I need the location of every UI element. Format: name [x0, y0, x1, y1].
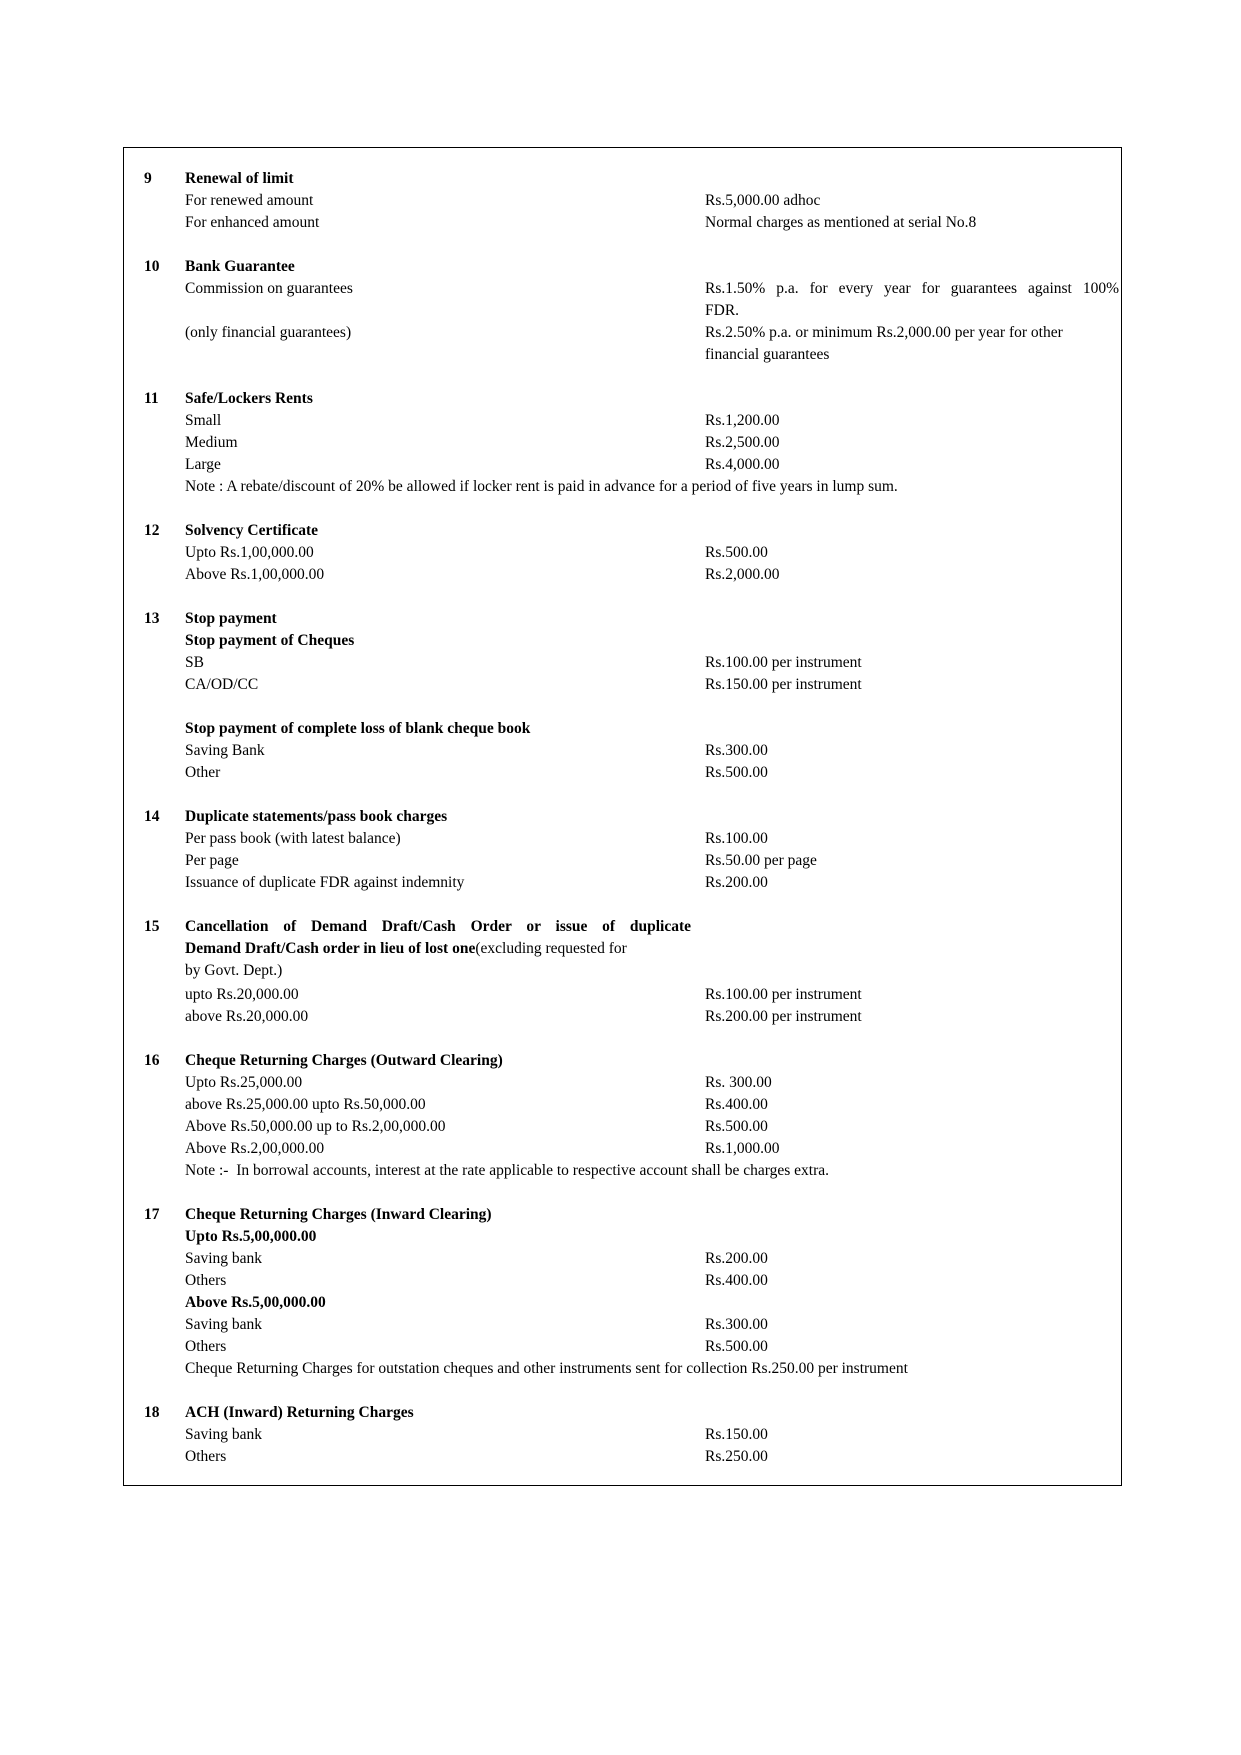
- charge-row: [124, 1006, 1121, 1028]
- charge-value: Rs.500.00: [705, 764, 768, 781]
- section-14-header: [124, 806, 1121, 828]
- subsection-heading: [124, 1226, 1121, 1248]
- charge-value: Rs.500.00: [705, 1338, 768, 1355]
- section-title: Solvency Certificate: [185, 522, 318, 539]
- section-title: Renewal of limit: [185, 170, 294, 187]
- charge-label: Large: [185, 456, 221, 473]
- section-number: 12: [144, 522, 160, 539]
- section-18-header: [124, 1402, 1121, 1424]
- charge-value: Rs.150.00 per instrument: [705, 676, 862, 693]
- section-number: 13: [144, 610, 160, 627]
- section-title: Cheque Returning Charges (Inward Clearing): [185, 1206, 492, 1223]
- charge-value: Rs.500.00: [705, 1118, 768, 1135]
- section-number: 15: [144, 918, 160, 935]
- charge-value: Rs.300.00: [705, 1316, 768, 1333]
- charge-value: Rs.100.00 per instrument: [705, 986, 862, 1003]
- section-number: 18: [144, 1404, 160, 1421]
- charge-value: Rs.200.00 per instrument: [705, 1008, 862, 1025]
- charge-label: Upto Rs.25,000.00: [185, 1074, 303, 1091]
- charge-label: Commission on guarantees: [185, 280, 353, 297]
- charge-label: above Rs.25,000.00 upto Rs.50,000.00: [185, 1096, 426, 1113]
- section-note: [124, 1358, 1121, 1380]
- charge-row: [124, 850, 1121, 872]
- section-title: Duplicate statements/pass book charges: [185, 808, 448, 825]
- section-title: Cheque Returning Charges (Outward Clearing): [185, 1052, 503, 1069]
- charge-row: [124, 1072, 1121, 1094]
- section-title-note: (excluding requested for: [475, 940, 627, 957]
- charge-value: Rs.200.00: [705, 1250, 768, 1267]
- charge-row: [124, 212, 1121, 234]
- charge-row: [124, 762, 1121, 784]
- charge-row: [124, 432, 1121, 454]
- charge-row: [124, 542, 1121, 564]
- charge-row: [124, 278, 1121, 300]
- charge-label: SB: [185, 654, 204, 671]
- charge-row: [124, 652, 1121, 674]
- section-title: ACH (Inward) Returning Charges: [185, 1404, 414, 1421]
- charge-row: [124, 1270, 1121, 1292]
- charge-label: Others: [185, 1448, 227, 1465]
- charge-label: Saving bank: [185, 1316, 263, 1333]
- section-number: 10: [144, 258, 160, 275]
- charge-label: Upto Rs.1,00,000.00: [185, 544, 314, 561]
- charge-row: [124, 1314, 1121, 1336]
- charge-value: Rs.4,000.00: [705, 456, 780, 473]
- section-title: Bank Guarantee: [185, 258, 295, 275]
- section-11-header: [124, 388, 1121, 410]
- charge-label: Saving bank: [185, 1426, 263, 1443]
- charge-row: [124, 984, 1121, 1006]
- section-17-header: [124, 1204, 1121, 1226]
- section-title: Cancellation of Demand Draft/Cash Order or issue of duplicate: [185, 918, 691, 935]
- charge-label: Per page: [185, 852, 239, 869]
- charge-value: Rs.5,000.00 adhoc: [705, 192, 821, 209]
- section-9-header: [124, 168, 1121, 190]
- section-title-note: by Govt. Dept.): [185, 962, 283, 979]
- subsection-heading: [124, 718, 1121, 740]
- note-text: Note : A rebate/discount of 20% be allowed if locker rent is paid in advance for a period of five years in lump sum.: [185, 478, 898, 495]
- charge-value: Rs.2,500.00: [705, 434, 780, 451]
- charge-row: [124, 1424, 1121, 1446]
- charge-value: Rs.150.00: [705, 1426, 768, 1443]
- charge-value-continued: financial guarantees: [705, 346, 830, 363]
- charge-label: Above Rs.2,00,000.00: [185, 1140, 325, 1157]
- section-title: Safe/Lockers Rents: [185, 390, 313, 407]
- charge-value: Rs.1.50% p.a. for every year for guarantees against 100%: [705, 280, 1119, 297]
- charge-value: Rs.100.00 per instrument: [705, 654, 862, 671]
- charge-label: upto Rs.20,000.00: [185, 986, 299, 1003]
- section-13-header: [124, 608, 1121, 630]
- charge-value: Rs.100.00: [705, 830, 768, 847]
- charge-row: [124, 322, 1121, 344]
- charge-row-continuation: [124, 344, 1121, 366]
- charge-value: Rs.200.00: [705, 874, 768, 891]
- charge-value: Rs.50.00 per page: [705, 852, 817, 869]
- charge-label: Issuance of duplicate FDR against indemnity: [185, 874, 465, 891]
- section-title: Stop payment: [185, 610, 277, 627]
- charge-label: Above Rs.1,00,000.00: [185, 566, 325, 583]
- charge-label: Per pass book (with latest balance): [185, 830, 401, 847]
- charge-value: Rs.500.00: [705, 544, 768, 561]
- charge-row: [124, 190, 1121, 212]
- charge-value-continued: FDR.: [705, 302, 740, 319]
- charge-label: Other: [185, 764, 221, 781]
- charge-row: [124, 740, 1121, 762]
- charge-label: Others: [185, 1272, 227, 1289]
- charge-value: Rs.2,000.00: [705, 566, 780, 583]
- charge-value: Rs.400.00: [705, 1096, 768, 1113]
- charge-label: Saving bank: [185, 1250, 263, 1267]
- charge-value: Rs. 300.00: [705, 1074, 772, 1091]
- section-number: 17: [144, 1206, 160, 1223]
- charge-value: Rs.2.50% p.a. or minimum Rs.2,000.00 per year for other: [705, 324, 1063, 341]
- charge-row: [124, 1336, 1121, 1358]
- charge-label: CA/OD/CC: [185, 676, 259, 693]
- subsection-heading: [124, 630, 1121, 652]
- section-note: [124, 476, 1121, 498]
- subsection-heading: [124, 1292, 1121, 1314]
- charge-row: [124, 872, 1121, 894]
- charge-row: [124, 1446, 1121, 1468]
- charge-label: Above Rs.50,000.00 up to Rs.2,00,000.00: [185, 1118, 446, 1135]
- section-number: 16: [144, 1052, 160, 1069]
- charge-value: Rs.300.00: [705, 742, 768, 759]
- charge-label: Small: [185, 412, 222, 429]
- note-text: Cheque Returning Charges for outstation cheques and other instruments sent for collection Rs.250.00 per instrument: [185, 1360, 908, 1377]
- section-number: 11: [144, 390, 159, 407]
- charge-label: Others: [185, 1338, 227, 1355]
- charges-table-frame: [123, 147, 1122, 1486]
- charge-row: [124, 410, 1121, 432]
- subsection-title: Stop payment of Cheques: [185, 632, 355, 649]
- charge-label: Saving Bank: [185, 742, 265, 759]
- charge-row: [124, 564, 1121, 586]
- note-text: Note :- In borrowal accounts, interest at the rate applicable to respective account shall be charges extra.: [185, 1162, 829, 1179]
- charge-row: [124, 1138, 1121, 1160]
- section-number: 9: [144, 170, 152, 187]
- charge-label: above Rs.20,000.00: [185, 1008, 309, 1025]
- section-10-header: [124, 256, 1121, 278]
- section-title-continued: [124, 960, 1121, 982]
- charge-value: Normal charges as mentioned at serial No.8: [705, 214, 977, 231]
- section-16-header: [124, 1050, 1121, 1072]
- charge-label: For enhanced amount: [185, 214, 320, 231]
- section-15-header: [124, 916, 1121, 938]
- charge-label: Medium: [185, 434, 238, 451]
- charge-value: Rs.400.00: [705, 1272, 768, 1289]
- charge-label: For renewed amount: [185, 192, 314, 209]
- charge-row: [124, 674, 1121, 696]
- charge-row: [124, 454, 1121, 476]
- charge-value: Rs.1,200.00: [705, 412, 780, 429]
- section-title-continued: [124, 938, 1121, 960]
- charge-label: (only financial guarantees): [185, 324, 352, 341]
- section-note: [124, 1160, 1121, 1182]
- charge-row: [124, 828, 1121, 850]
- subsection-title: Above Rs.5,00,000.00: [185, 1294, 326, 1311]
- charge-value: Rs.250.00: [705, 1448, 768, 1465]
- charge-row: [124, 1116, 1121, 1138]
- subsection-title: Upto Rs.5,00,000.00: [185, 1228, 317, 1245]
- section-number: 14: [144, 808, 160, 825]
- charge-value: Rs.1,000.00: [705, 1140, 780, 1157]
- charge-row: [124, 1094, 1121, 1116]
- section-12-header: [124, 520, 1121, 542]
- section-title-bold-part: Demand Draft/Cash order in lieu of lost one: [185, 940, 476, 957]
- charge-row: [124, 1248, 1121, 1270]
- subsection-title: Stop payment of complete loss of blank cheque book: [185, 720, 531, 737]
- charge-row-continuation: [124, 300, 1121, 322]
